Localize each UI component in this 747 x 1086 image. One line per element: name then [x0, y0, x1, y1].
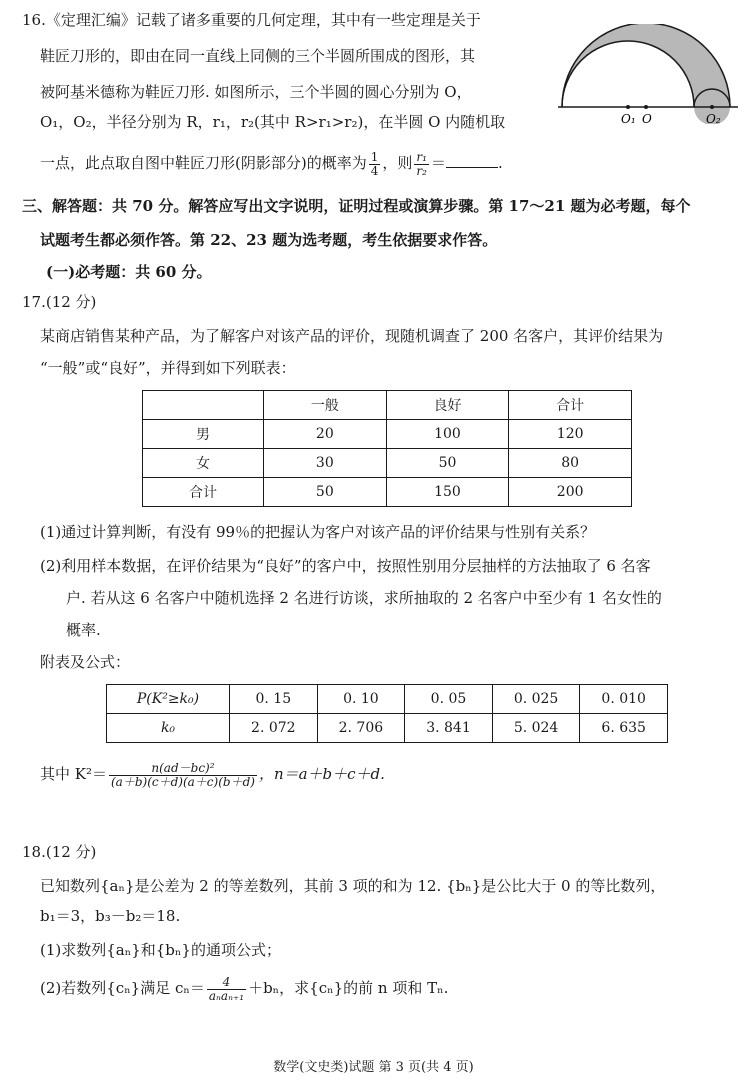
q18-line-2: b₁＝3，b₃－b₂＝18. — [40, 907, 181, 925]
point-o1 — [626, 105, 630, 109]
q18-line-1: 已知数列{aₙ}是公差为 2 的等差数列，其前 3 项的和为 12. {bₙ}是公比大于 0 的等比数列， — [40, 877, 666, 895]
q17-part-1: (1)通过计算判断，有没有 99％的把握认为客户对该产品的评价结果与性别有关系？ — [40, 523, 596, 541]
cn-fraction: $\frac{4}{\text{aₙaₙ₊₁}}$ — [208, 974, 245, 1003]
ratio-fraction: $\frac{\text{r₁}}{\text{r₂}}$ — [416, 149, 427, 178]
answer-blank — [446, 153, 498, 168]
q17-part-2-line-1: (2)利用样本数据，在评价结果为“良好”的客户中，按照性别用分层抽样的方法抽取了 6 名客 — [40, 557, 651, 575]
q17-line-2: “一般”或“良好”，并得到如下列联表： — [40, 359, 296, 377]
section3-line-2: 试题考生都必须作答。第 22、23 题为选考题，考生依据要求作答。 — [40, 231, 498, 249]
chi-square-formula: 其中 K²＝ $\frac{\text{n(ad－bc)²}}{(a+b)(c+d)(a+c)(b+d)}$ ，n＝a＋b＋c＋d. — [40, 760, 385, 789]
q16-line-3: 被阿基米德称为鞋匠刀形. 如图所示，三个半圆的圆心分别为 O， — [40, 83, 472, 101]
contingency-table — [142, 390, 632, 507]
point-o2 — [710, 105, 714, 109]
q18-part-1: (1)求数列{aₙ}和{bₙ}的通项公式； — [40, 941, 281, 959]
q18-head: 18.(12 分) — [22, 843, 97, 861]
table-row: P(K²≥k₀) 0. 15 0. 10 0. 05 0. 025 0. 010 — [107, 685, 668, 714]
table-row: 女 30 50 80 — [143, 449, 632, 478]
q16-line-4: O₁，O₂，半径分别为 R，r₁，r₂(其中 R>r₁>r₂)，在半圆 O 内随机取 — [40, 113, 506, 131]
attachment-heading: 附表及公式： — [40, 653, 131, 671]
q16-line-5-text: 一点，此点取自图中鞋匠刀形(阴影部分)的概率为 — [40, 154, 367, 172]
probability-fraction: $\frac{1}{4}$ — [370, 149, 379, 178]
q17-line-1: 某商店销售某种产品，为了解客户对该产品的评价，现随机调查了 200 名客户，其评价结果为 — [40, 327, 664, 345]
page-footer: 数学(文史类)试题 第 3 页(共 4 页) — [273, 1060, 474, 1075]
section3-subheading: (一)必考题：共 60 分。 — [46, 263, 212, 281]
point-o — [644, 105, 648, 109]
q18-part-2: (2)若数列{cₙ}满足 cₙ＝ $\frac{4}{\text{aₙaₙ₊₁}}$ ＋bₙ，求{cₙ}的前 n 项和 Tₙ. — [40, 974, 449, 1003]
q17-head: 17.(12 分) — [22, 293, 97, 311]
table-row: 合计 50 150 200 — [143, 478, 632, 507]
label-o1: O₁ — [621, 112, 636, 124]
label-o: O — [642, 112, 652, 124]
table-row: 男 20 100 120 — [143, 420, 632, 449]
table-header-row: 一般 良好 合计 — [143, 391, 632, 420]
arbelos-figure — [558, 24, 738, 124]
q16-line-2: 鞋匠刀形的，即由在同一直线上同侧的三个半圆所围成的图形，其 — [40, 47, 476, 65]
q16-line-1: 16.《定理汇编》记载了诸多重要的几何定理，其中有一些定理是关于 — [22, 11, 481, 29]
label-o2: O₂ — [706, 112, 721, 124]
table-row: k₀ 2. 072 2. 706 3. 841 5. 024 6. 635 — [107, 714, 668, 743]
k-critical-value-table — [106, 684, 668, 743]
q16-line-5: 一点，此点取自图中鞋匠刀形(阴影部分)的概率为 $\frac{1}{4}$ ，则 $\frac{\text{r₁}}{\text{r₂}}$ ＝ . — [40, 149, 503, 178]
formula-fraction: $\frac{\text{n(ad－bc)²}}{(a+b)(c+d)(a+c)(b+d)}$ — [111, 760, 255, 789]
q17-part-2-line-2: 户. 若从这 6 名客户中随机选择 2 名进行访谈，求所抽取的 2 名客户中至少有 1 名女性的 — [66, 589, 662, 607]
q17-part-2-line-3: 概率. — [66, 621, 101, 639]
section3-line-1: 三、解答题：共 70 分。解答应写出文字说明，证明过程或演算步骤。第 17～21 题为必考题，每个 — [22, 197, 691, 215]
